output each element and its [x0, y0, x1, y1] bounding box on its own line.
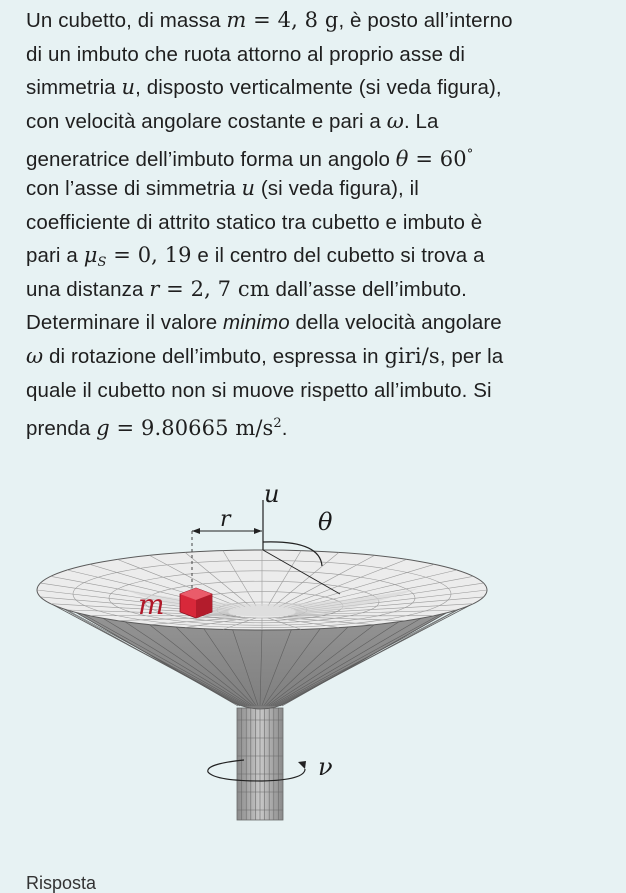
math-unit-giri: giri/s: [384, 344, 439, 368]
math-omega-symbol: ω: [387, 109, 404, 133]
problem-line-2: di un imbuto che ruota attorno al proprio asse di: [26, 38, 626, 72]
text-fragment: pari a: [26, 244, 84, 267]
funnel-figure: [0, 470, 626, 870]
cube: [180, 588, 212, 618]
text-fragment: Determinare il valore: [26, 311, 223, 334]
problem-line-8: [26, 239, 626, 273]
problem-line-11: [26, 340, 626, 374]
text-fragment: .: [282, 417, 288, 440]
text-fragment: , è posto all’interno: [338, 9, 512, 32]
text-fragment: , disposto verticalmente (si veda figura),: [135, 76, 502, 99]
problem-line-3: [26, 71, 626, 105]
problem-line-6: [26, 172, 626, 206]
problem-text: [26, 4, 626, 441]
text-fragment: dall’asse dell’imbuto.: [270, 278, 467, 301]
math-axis-symbol: u: [241, 176, 255, 200]
text-fragment: una distanza: [26, 278, 149, 301]
text-fragment: della velocità angolare: [290, 311, 502, 334]
math-theta-value: = 60: [409, 147, 467, 171]
text-fragment: , per la: [440, 345, 503, 368]
math-omega-symbol: ω: [26, 344, 43, 368]
math-axis-symbol: u: [122, 75, 136, 99]
truncated-footer-text: Risposta: [26, 874, 96, 882]
math-mass-symbol: m: [226, 8, 246, 32]
math-mu-symbol: μ: [84, 243, 98, 267]
math-radius-value: = 2, 7 cm: [159, 277, 269, 301]
text-fragment: Un cubetto, di massa: [26, 9, 226, 32]
math-degree-symbol: °: [467, 147, 474, 162]
problem-line-1: [26, 4, 626, 38]
funnel-stem: [237, 708, 283, 820]
problem-line-9: [26, 273, 626, 307]
text-fragment: generatrice dell’imbuto forma un angolo: [26, 148, 396, 171]
label-m: m: [138, 588, 165, 621]
math-mu-value: = 0, 19: [106, 243, 191, 267]
text-fragment: simmetria: [26, 76, 122, 99]
math-g-value: = 9.80665 m/s: [110, 416, 274, 440]
math-mu-subscript: S: [97, 255, 106, 270]
label-r: r: [220, 507, 232, 532]
problem-line-7: coefficiente di attrito statico tra cubetto e imbuto è: [26, 206, 626, 240]
label-nu: ν: [318, 753, 333, 781]
math-mass-unit: g: [325, 8, 339, 32]
text-fragment: con velocità angolare costante e pari a: [26, 110, 387, 133]
text-fragment: di rotazione dell’imbuto, espressa in: [43, 345, 384, 368]
math-g-symbol: g: [96, 416, 110, 440]
problem-line-13: [26, 407, 626, 441]
emphasis-minimo: minimo: [223, 311, 290, 334]
math-theta-symbol: θ: [396, 147, 409, 171]
label-u: u: [264, 480, 279, 508]
problem-line-5: [26, 138, 626, 172]
math-mass-value: = 4, 8: [246, 8, 325, 32]
text-fragment: . La: [404, 110, 439, 133]
problem-line-4: [26, 105, 626, 139]
text-fragment: e il centro del cubetto si trova a: [192, 244, 485, 267]
text-fragment: (si veda figura), il: [255, 177, 419, 200]
math-radius-symbol: r: [149, 277, 159, 301]
text-fragment: prenda: [26, 417, 96, 440]
math-exponent: 2: [273, 416, 281, 431]
label-theta: θ: [318, 508, 333, 536]
problem-line-10: [26, 306, 626, 340]
problem-line-12: quale il cubetto non si muove rispetto all’imbuto. Si: [26, 374, 626, 408]
text-fragment: con l’asse di simmetria: [26, 177, 241, 200]
